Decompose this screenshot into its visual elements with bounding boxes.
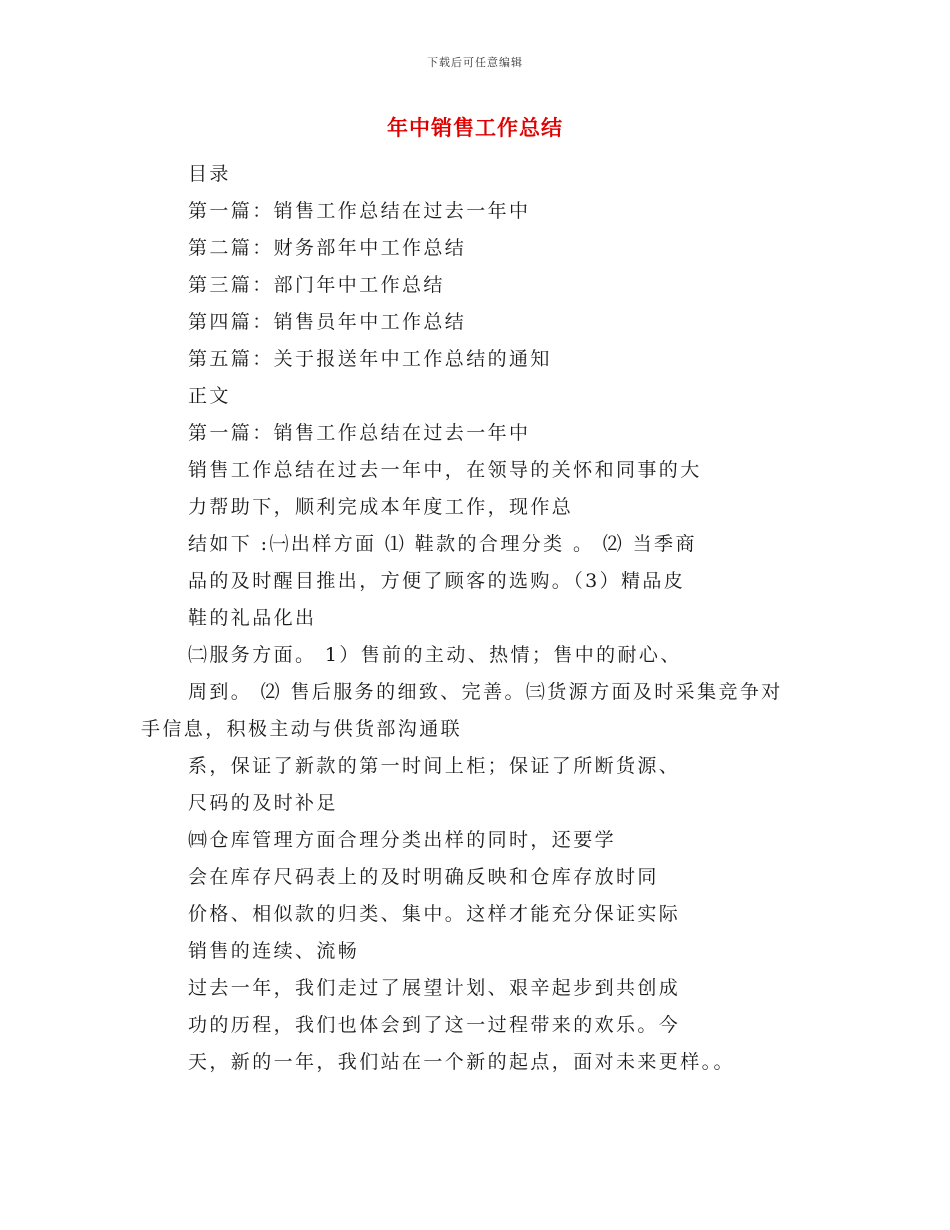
body-line: 尺码的及时补足 xyxy=(188,792,338,814)
body-line: 周到。 ⑵ 售后服务的细致、完善。㈢货源方面及时采集竞争对 xyxy=(188,681,783,703)
body-line: 功的历程，我们也体会到了这一过程带来的欢乐。今 xyxy=(188,1014,681,1036)
body-line: 正文 xyxy=(188,385,231,407)
body-line: 手信息，积极主动与供货部沟通联 xyxy=(141,718,463,740)
toc-item: 第五篇：关于报送年中工作总结的通知 xyxy=(188,348,552,370)
toc-item: 第二篇：财务部年中工作总结 xyxy=(188,237,467,259)
body-line: ㈣仓库管理方面合理分类出样的同时，还要学 xyxy=(188,829,617,851)
body-line: 品的及时醒目推出，方便了顾客的选购。（3）精品皮 xyxy=(188,570,686,592)
body-line: 会在库存尺码表上的及时明确反映和仓库存放时同 xyxy=(188,866,659,888)
body-line: 力帮助下，顺利完成本年度工作，现作总 xyxy=(188,496,574,518)
body-line: 第一篇：销售工作总结在过去一年中 xyxy=(188,422,531,444)
body-line: 价格、相似款的归类、集中。这样才能充分保证实际 xyxy=(188,903,681,925)
body-line: 结如下 :㈠出样方面 ⑴ 鞋款的合理分类 。 ⑵ 当季商 xyxy=(188,533,697,555)
body-line: 目录 xyxy=(188,163,231,185)
body-line: 过去一年，我们走过了展望计划、艰辛起步到共创成 xyxy=(188,977,681,999)
header-note: 下载后可任意编辑 xyxy=(427,56,523,69)
toc-item: 第四篇：销售员年中工作总结 xyxy=(188,311,467,333)
body-line: ㈡服务方面。 1）售前的主动、热情；售中的耐心、 xyxy=(188,644,682,666)
document-title: 年中销售工作总结 xyxy=(387,115,563,140)
body-line: 销售工作总结在过去一年中，在领导的关怀和同事的大 xyxy=(188,459,702,481)
toc-item: 第一篇：销售工作总结在过去一年中 xyxy=(188,200,531,222)
body-line: 天，新的一年，我们站在一个新的起点，面对未来更样。。 xyxy=(188,1051,735,1073)
body-line: 鞋的礼品化出 xyxy=(188,607,317,629)
body-line: 系，保证了新款的第一时间上柜；保证了所断货源、 xyxy=(188,755,681,777)
body-line: 销售的连续、流畅 xyxy=(188,940,360,962)
toc-item: 第三篇：部门年中工作总结 xyxy=(188,274,445,296)
